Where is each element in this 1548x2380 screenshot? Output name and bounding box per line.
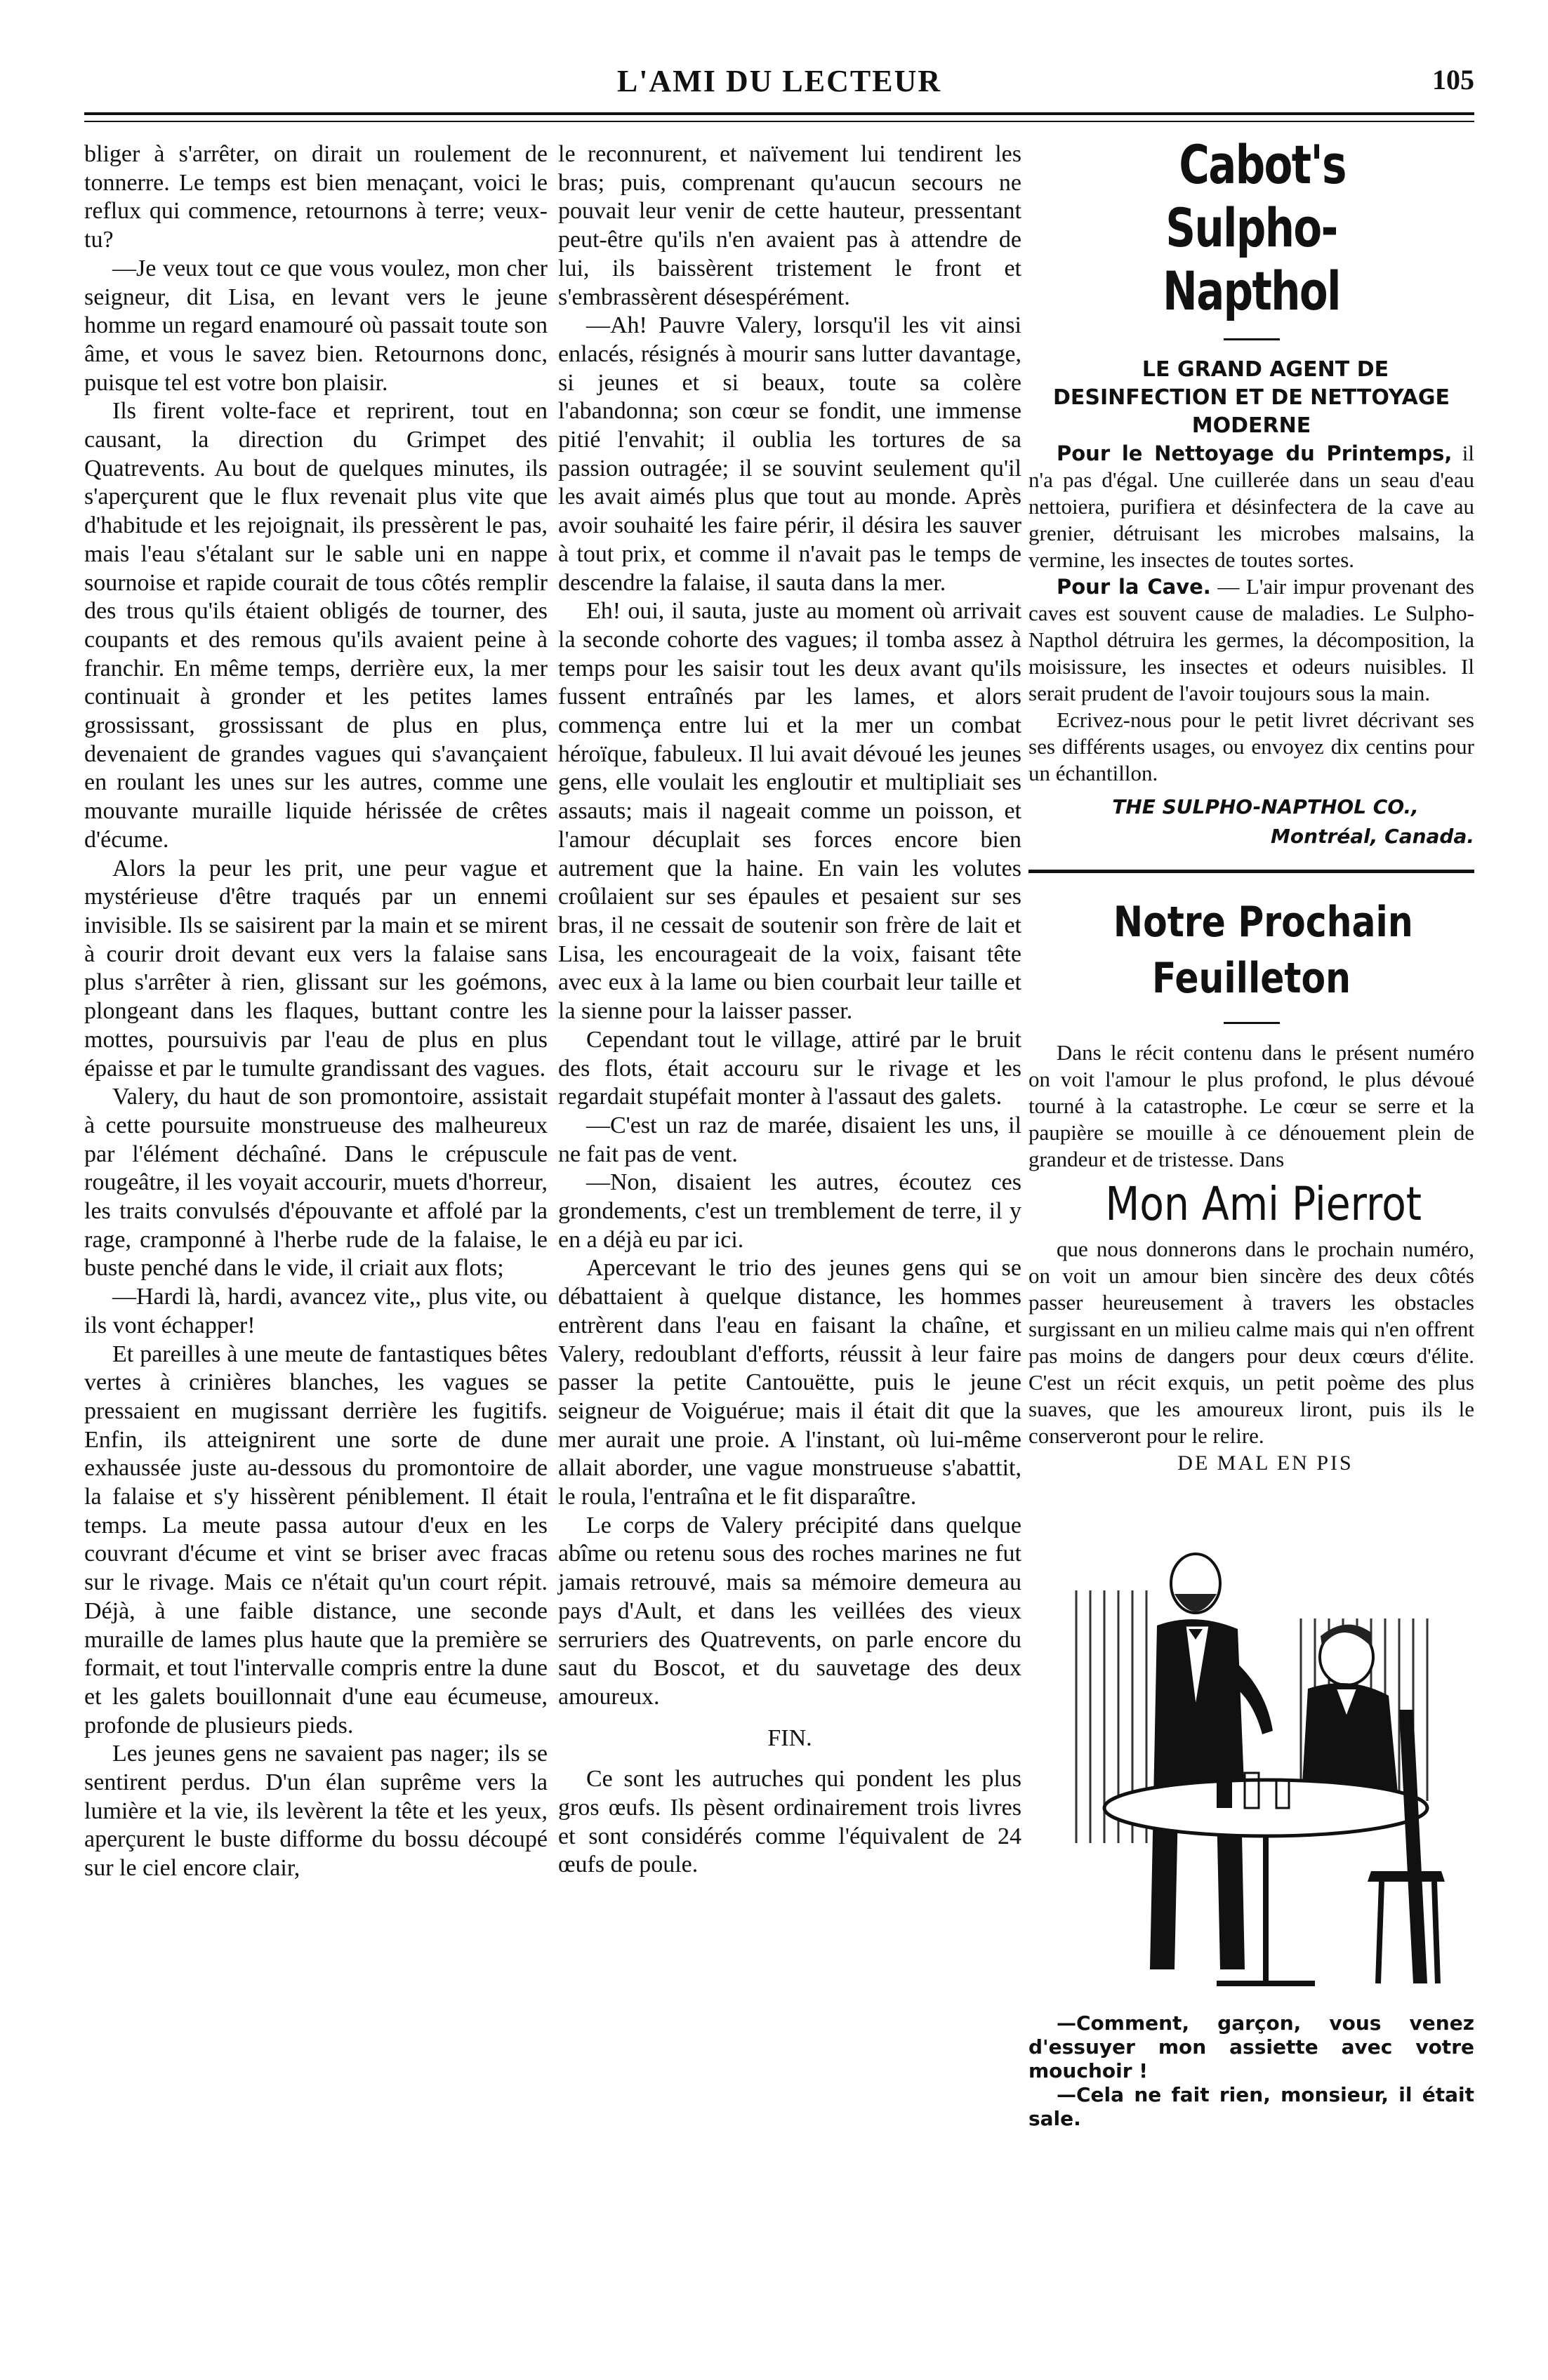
section-divider	[1028, 870, 1474, 873]
advertisement	[1028, 133, 1474, 851]
ad-paragraph	[1028, 440, 1474, 573]
header-rule-thick	[84, 112, 1474, 115]
paragraph: —Hardi là, hardi, avancez vite,, plus vite, ou ils vont échapper!	[84, 1284, 548, 1338]
cartoon-illustration	[1034, 1478, 1469, 2012]
paragraph: Les jeunes gens ne savaient pas nager; ils se sentirent perdus. D'un élan suprême vers la lumière et la vie, ils levèrent la tête et les yeux, aperçurent le buste difforme du bossu découpé sur le ciel encore clair,	[84, 1741, 548, 1882]
story-column-2	[558, 140, 1021, 1880]
ad-paragraph: Ecrivez-nous pour le petit livret décrivant ses ses différents usages, ou envoyez dix centins pour un échantillon.	[1028, 707, 1474, 785]
paragraph: Alors la peur les prit, une peur vague et mystérieuse d'être traqués par un ennemi invisible. Ils se saisirent par la main et se mirent à courir droit devant eux vers la falaise sans plus s'arrêter à rien, glissant sur les goémons, plongeant dans les flaques, buttant contre les mottes, poursuivis par l'eau de plus en plus épaisse et par le tumulte grandissant des vagues.	[84, 855, 548, 1082]
paragraph: —Ah! Pauvre Valery, lorsqu'il les vit ainsi enlacés, résignés à mourir sans lutter davantage, si jeunes et si beaux, toute sa colère l'abandonna; son cœur se fondit, une immense pitié l'envahit; il oublia les tortures de sa passion outragée; il se souvint seulement qu'il les avait aimés plus que tout au monde. Après avoir souhaité les faire périr, il désira les sauver à tout prix, et comme il n'avait pas le temps de descendre la falaise, il sauta dans la mer.	[558, 312, 1021, 596]
sidebar-column	[1028, 133, 1474, 2131]
paragraph: Eh! oui, il sauta, juste au moment où arrivait la seconde cohorte des vagues; il tomba assez à temps pour les saisir tout les deux avant qu'ils fussent entraînés par les lames, et alors commença entre lui et la mer un combat héroïque, fabuleux. Il lui avait dévoué les jeunes gens, elle voulait les engloutir et multipliait ses assauts; mais il nageait comme un poisson, et l'amour décuplait ses forces encore bien autrement que la haine. En vain les volutes croûlaient sur ses épaules et pesaient sur ses bras, il ne cessait de soutenir son frère de lait et Lisa, les encourageait de la voix, faisant tête avec eux à la lame ou bien courbait leur taille et la sienne pour la laisser passer.	[558, 598, 1021, 1025]
feuilleton-paragraph: que nous donnerons dans le prochain numéro, on voit un amour bien sincère des deux côtés passer heureusement à travers les obstacles surgissant en un milieu calme mais qui n'en offrent pas moins de dangers pour deux cœurs d'élite. C'est un récit exquis, un petit poème des plus suaves, que les amoureux liront, puis ils le conserveront pour le relire.	[1028, 1237, 1474, 1448]
story-end-marker: FIN.	[767, 1724, 812, 1751]
next-serial-notice	[1028, 894, 1474, 1449]
divider	[1224, 338, 1280, 340]
feuilleton-paragraph: Dans le récit contenu dans le présent numéro on voit l'amour le plus profond, le plus dévoué tourné à la catastrophe. Le cœur se serre et la paupière se mouille à ce dénouement plein de grandeur et de tristesse. Dans	[1028, 1040, 1474, 1171]
paragraph: —Non, disaient les autres, écoutez ces grondements, c'est un tremblement de terre, il y en a déjà eu par ici.	[558, 1169, 1021, 1253]
page-header	[84, 63, 1474, 105]
book-title: Mon Ami Pierrot	[1105, 1177, 1422, 1231]
cartoon-caption-line: —Cela ne fait rien, monsieur, il était sale.	[1028, 2082, 1474, 2130]
paragraph: Le corps de Valery précipité dans quelque abîme ou retenu sous des roches marines ne fut jamais retrouvé, mais sa mémoire demeura au pays d'Ault, et dans les veillées des vieux serruriers des Quatrevents, on parle encore du saut du Boscot, et du sauvetage des deux amoureux.	[558, 1512, 1021, 1710]
ad-paragraph	[1028, 573, 1474, 707]
story-column-1	[84, 140, 548, 1883]
paragraph: Et pareilles à une meute de fantastiques bêtes vertes à crinières blanches, les vagues se pressaient en mugissant derrière les fugitifs. Enfin, ils atteignirent une sorte de dune exhaussée juste au-dessous du promontoire de la falaise et s'y hissèrent péniblement. Il était temps. La meute passa autour d'eux en les couvrant d'écume et vint se briser avec fracas sur le rivage. Mais ce n'était qu'un court répit. Déjà, à une faible distance, une seconde muraille de lames plus haute que la première se formait, et tout l'intervalle compris entre la dune et les galets bouillonnait d'une eau écumeuse, profonde de plusieurs pieds.	[84, 1341, 548, 1739]
ad-subtitle: LE GRAND AGENT DE DESINFECTION ET DE NETTOYAGE MODERNE	[1052, 357, 1450, 438]
ad-body: — L'air impur provenant des caves est souvent cause de maladies. Le Sulpho-Napthol détruira les germes, la décomposition, la moisissure, les insectes et odeurs nuisibles. Il serait prudent de l'avoir toujours sous la main.	[1028, 574, 1474, 705]
filler-note: Ce sont les autruches qui pondent les plus gros œufs. Ils pèsent ordinairement trois livres et sont considérés comme l'équivalent de 24 œufs de poule.	[558, 1766, 1021, 1878]
ad-lead: Pour la Cave.	[1057, 575, 1211, 599]
feuilleton-title: Notre Prochain Feuilleton	[1113, 898, 1413, 1003]
cartoon-block	[1028, 1449, 1474, 2131]
paragraph: —C'est un raz de marée, disaient les uns, il ne fait pas de vent.	[558, 1112, 1021, 1167]
paragraph: Valery, du haut de son promontoire, assistait à cette poursuite monstrueuse des malheureux par l'élément déchaîné. Dans le crépuscule rougeâtre, il les voyait accourir, muets d'horreur, les traits convulsés d'épouvante et affolé par la rage, cramponné à l'herbe rude de la falaise, le buste penché dans le vide, il criait aux flots;	[84, 1084, 548, 1282]
header-rule-thin	[84, 121, 1474, 122]
cartoon-title: DE MAL EN PIS	[1177, 1451, 1354, 1475]
paragraph: Cependant tout le village, attiré par le bruit des flots, était accouru sur le rivage et les regardait stupéfait monter à l'assaut des galets.	[558, 1026, 1021, 1110]
ad-city: Montréal, Canada.	[1271, 825, 1474, 848]
paragraph: bliger à s'arrêter, on dirait un roulement de tonnerre. Le temps est bien menaçant, voici le reflux qui commence, retournons à terre; veux-tu?	[84, 141, 548, 253]
ad-body: il n'a pas d'égal. Une cuillerée dans un seau d'eau nettoiera, purifiera et désinfectera de la cave au grenier, détruisant les microbes malsains, la vermine, les insectes de toutes sortes.	[1028, 441, 1474, 572]
ad-lead: Pour le Nettoyage du Printemps,	[1057, 441, 1453, 465]
ad-title: Cabot's Sulpho-Napthol	[1163, 133, 1346, 322]
paragraph: Ils firent volte-face et reprirent, tout en causant, la direction du Grimpet des Quatrevents. Au bout de quelques minutes, ils s'aperçurent que le flux revenait plus vite que d'habitude et les rejoignait, ils pressèrent le pas, mais l'eau s'étalant sur le sable uni en nappe sournoise et rapide courait de tous côtés remplir des trous qu'ils étaient obligés de tourner, des coupants et des remous qu'ils avaient peine à franchir. En même temps, derrière eux, la mer continuait à gronder et les petites lames grossissant, grossissant de plus en plus, devenaient de grandes vagues qui s'avançaient en roulant les unes sur les autres, comme une mouvante muraille liquide hérissée de crêtes d'écume.	[84, 398, 548, 853]
paragraph: le reconnurent, et naïvement lui tendirent les bras; puis, comprenant qu'aucun secours ne pouvait leur venir de cette hauteur, pressentant peut-être qu'ils n'en avaient pas à attendre de lui, ils baissèrent tristement le front et s'embrassèrent désespérément.	[558, 141, 1021, 310]
paragraph: —Je veux tout ce que vous voulez, mon cher seigneur, dit Lisa, en levant vers le jeune homme un regard enamouré où passait toute son âme, et vous le savez bien. Retournons donc, puisque tel est votre bon plaisir.	[84, 255, 548, 396]
ad-company: THE SULPHO-NAPTHOL CO.,	[1112, 795, 1419, 818]
cartoon-caption-line: —Comment, garçon, vous venez d'essuyer mon assiette avec votre mouchoir !	[1028, 2011, 1474, 2082]
running-title: L'AMI DU LECTEUR	[616, 64, 942, 98]
divider	[1224, 1022, 1280, 1024]
paragraph: Apercevant le trio des jeunes gens qui se débattaient à quelque distance, les hommes entrèrent dans l'eau en faisant la chaîne, et Valery, redoublant d'efforts, réussit à leur faire passer la petite Cantouëtte, puis le jeune seigneur de Voiguérue; mais il était dit que la mer aurait une proie. A l'instant, où lui-même allait aborder, une vague monstrueuse s'abattit, le roula, l'entraîna et le fit disparaître.	[558, 1255, 1021, 1510]
page-number: 105	[1432, 64, 1474, 95]
